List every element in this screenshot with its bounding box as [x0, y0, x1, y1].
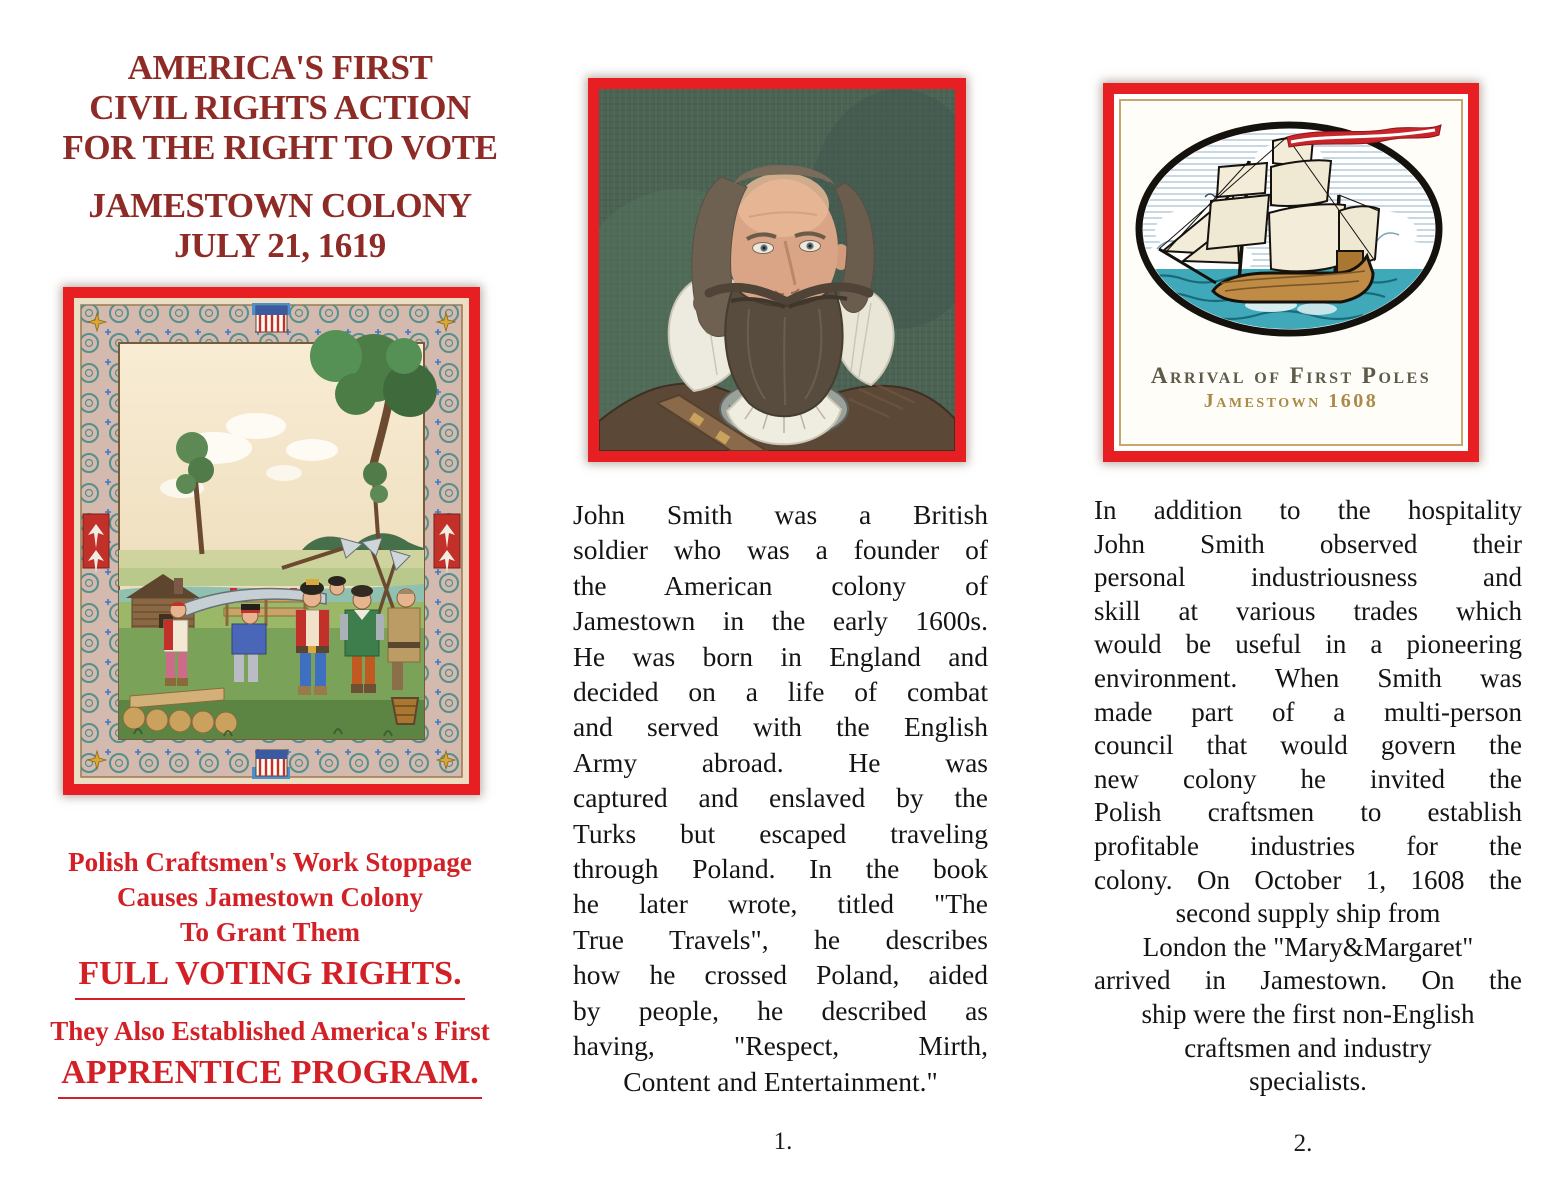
ship-inner-border: [1119, 99, 1463, 446]
page-subtitle: [34, 186, 526, 266]
text-line: soldier who was a founder of: [573, 534, 988, 566]
text-line: skill at various trades which: [1094, 595, 1522, 626]
text-line: Army abroad. He was: [573, 746, 988, 778]
text-line: decided on a life of combat: [573, 676, 988, 708]
text-line: London the "Mary&Margaret": [1142, 931, 1474, 962]
apprentice-heading: [22, 1014, 518, 1099]
text-line: through Poland. In the book: [573, 853, 988, 885]
polish-craftsmen-paragraph: [1094, 494, 1522, 1099]
text-line: JULY 21, 1619: [174, 226, 386, 265]
text-line: would be useful in a pioneering: [1094, 629, 1522, 660]
text-line: captured and enslaved by the: [573, 782, 988, 814]
text-line: having, "Respect, Mirth,: [573, 1030, 988, 1062]
text-line: how he crossed Poland, aided: [573, 959, 988, 991]
john-smith-portrait: [588, 78, 966, 462]
ship-caption-subtitle: Jamestown 1608: [1203, 390, 1379, 412]
text-line: JAMESTOWN COLONY: [88, 186, 472, 225]
text-line: Polish Craftsmen's Work Stoppage: [68, 847, 472, 877]
text-line: new colony he invited the: [1094, 763, 1522, 794]
text-line: Polish craftsmen to establish: [1094, 797, 1522, 828]
text-line: Turks but escaped traveling: [573, 817, 988, 849]
text-line: made part of a multi-person: [1094, 696, 1522, 727]
us-shield-top: [252, 303, 290, 332]
us-shield-bottom: [252, 750, 290, 779]
page-title: [34, 48, 526, 168]
text-line: specialists.: [1249, 1066, 1367, 1097]
text-line: He was born in England and: [573, 640, 988, 672]
craftsmen-illustration-art: [74, 298, 469, 784]
page-number-2: 2.: [1293, 1130, 1313, 1157]
text-line: In addition to the hospitality: [1094, 495, 1522, 525]
text-line: Jamestown in the early 1600s.: [573, 605, 988, 637]
work-stoppage-heading: [40, 845, 500, 1000]
text-line: True Travels", he describes: [573, 923, 988, 955]
text-line: craftsmen and industry: [1184, 1032, 1432, 1063]
text-line: the American colony of: [573, 569, 988, 601]
text-line: he later wrote, titled "The: [573, 888, 988, 920]
text-line: CIVIL RIGHTS ACTION: [89, 88, 471, 127]
page-number-1: 1.: [773, 1128, 793, 1155]
john-smith-portrait-art: [599, 89, 955, 451]
text-line: John Smith was a British: [573, 499, 988, 530]
text-line: Content and Entertainment.": [623, 1065, 938, 1097]
text-line: ship were the first non-English: [1141, 998, 1475, 1029]
polish-craftsmen-tapestry-illustration: [63, 287, 480, 795]
ship-woodcut-oval: [1121, 101, 1461, 359]
ship-caption-title: Arrival of First Poles: [1150, 363, 1432, 388]
text-line: FOR THE RIGHT TO VOTE: [62, 128, 498, 167]
text-line: John Smith observed their: [1094, 528, 1522, 559]
full-voting-rights-emphasis: FULL VOTING RIGHTS.: [75, 953, 464, 1000]
apprentice-line: They Also Established America's First: [50, 1016, 490, 1046]
text-line: AMERICA'S FIRST: [127, 48, 433, 87]
polish-eagle-shield-right: [434, 514, 460, 574]
text-line: To Grant Them: [179, 917, 361, 947]
text-line: personal industriousness and: [1094, 562, 1522, 593]
text-line: arrived in Jamestown. On the: [1094, 965, 1522, 996]
text-line: colony. On October 1, 1608 the: [1094, 864, 1522, 895]
work-stoppage-lines: [40, 845, 500, 950]
ship-caption: [1121, 363, 1461, 413]
text-line: profitable industries for the: [1094, 830, 1522, 861]
john-smith-paragraph: [573, 497, 988, 1099]
text-line: and served with the English: [573, 711, 988, 743]
apprentice-program-emphasis: APPRENTICE PROGRAM.: [58, 1052, 481, 1099]
text-line: environment. When Smith was: [1094, 662, 1522, 693]
text-line: Causes Jamestown Colony: [116, 882, 424, 912]
text-line: by people, he described as: [573, 994, 988, 1026]
polish-eagle-shield-left: [83, 514, 109, 574]
ship-illustration-panel: [1103, 83, 1479, 462]
text-line: second supply ship from: [1175, 898, 1441, 929]
bucket: [392, 698, 418, 724]
text-line: council that would govern the: [1094, 730, 1522, 761]
